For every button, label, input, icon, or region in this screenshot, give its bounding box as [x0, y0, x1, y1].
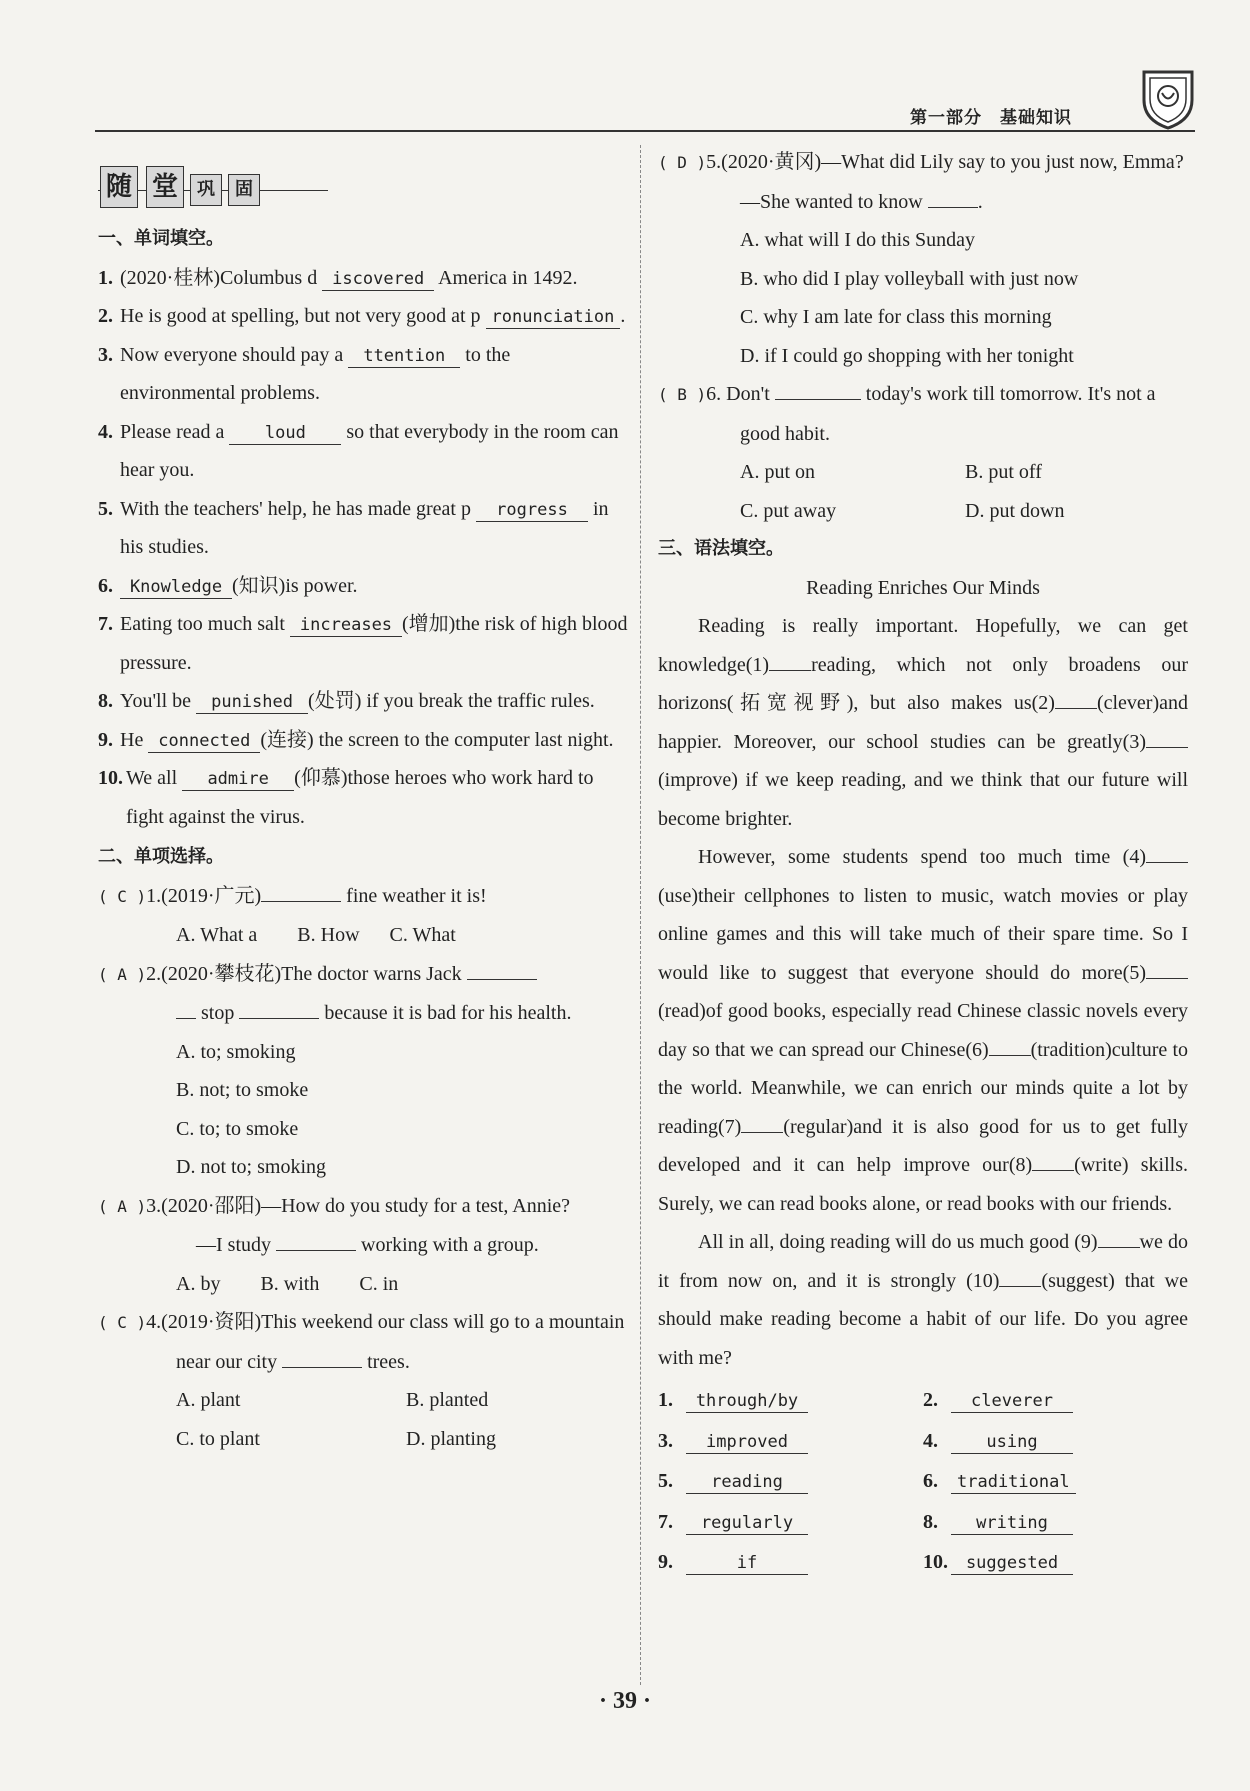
mc-option[interactable]: C. in — [359, 1272, 399, 1295]
passage-text: (tradition)culture to the world. Meanwhile, we can enrich our minds quite a lot by reading(7) — [658, 1038, 1188, 1138]
filled-answer[interactable]: through/by — [686, 1390, 808, 1413]
item-post: (处罚) if you break the traffic rules. — [308, 690, 595, 712]
item-post: so that everybody in the room can hear you. — [120, 420, 619, 481]
mc-options — [658, 453, 1188, 492]
passage-text: (improve) if we keep reading, and we think that our future will become brighter. — [658, 769, 1188, 830]
mc-stem: because it is bad for his health. — [324, 1002, 572, 1024]
banner-char-3: 巩 — [190, 174, 222, 206]
answer-blank[interactable] — [276, 1230, 356, 1251]
grammar-answer — [923, 1381, 1188, 1420]
passage-blank[interactable] — [1098, 1229, 1140, 1248]
item-text — [120, 336, 628, 413]
filled-answer[interactable]: regularly — [686, 1512, 808, 1535]
mc-stem-cont — [98, 994, 628, 1033]
mc-answer-6: ( B ) — [658, 385, 707, 404]
mc-stem: —I study — [196, 1234, 271, 1256]
mc-stem: 2.(2020·攀枝花)The doctor warns Jack — [146, 962, 462, 985]
grammar-answer — [658, 1543, 923, 1582]
item-post: (仰慕)those heroes who work hard to fight against the virus. — [126, 767, 594, 828]
mc-question-3 — [98, 1187, 628, 1304]
item-post: in his studies. — [120, 497, 609, 558]
page-header-title: 第一部分 基础知识 — [910, 108, 1072, 128]
item-number: 3. — [98, 343, 113, 366]
banner-char-4: 固 — [228, 174, 260, 206]
passage-blank[interactable] — [1146, 960, 1188, 979]
item-text — [120, 297, 625, 336]
mc-answer-5: ( D ) — [658, 153, 707, 172]
answer-number: 10. — [923, 1551, 948, 1573]
grammar-answer — [923, 1462, 1188, 1501]
answer-blank[interactable] — [282, 1347, 362, 1368]
passage-text: (use)their cellphones to listen to music, watch movies or play online games and this will take much of their spare time. So I would like to suggest that everyone should do more(5) — [658, 884, 1188, 984]
mc-answer-1: ( C ) — [98, 886, 147, 906]
item-post: . — [620, 305, 626, 327]
item-number: 6. — [98, 574, 113, 597]
item-pre: He is good at spelling, but not very good at p — [120, 305, 481, 327]
filled-answer[interactable]: if — [686, 1552, 808, 1575]
mc-answer-3: ( A ) — [98, 1196, 147, 1216]
mc-stem: 3.(2020·邵阳)—How do you study for a test, Annie? — [146, 1194, 570, 1217]
answer-number: 1. — [658, 1389, 673, 1411]
passage-text: (write) skills. Surely, we can read books alone, or read books with our friends. — [658, 1154, 1188, 1215]
item-text — [120, 605, 628, 682]
item-text — [120, 259, 578, 298]
mc-stem: stop — [201, 1002, 235, 1024]
filled-answer[interactable]: Knowledge — [120, 576, 232, 599]
mc-option[interactable]: B. with — [260, 1272, 320, 1295]
mc-stem: working with a group. — [356, 1234, 539, 1256]
mc-option[interactable]: B. How — [297, 924, 360, 946]
answer-number: 7. — [658, 1510, 673, 1533]
passage-paragraph-2 — [658, 838, 1188, 1223]
answer-blank[interactable] — [467, 959, 537, 980]
mc-answer-4: ( C ) — [98, 1313, 147, 1332]
passage-text: (clever)and happier. Moreover, our school studies can be greatly(3) — [658, 692, 1188, 753]
passage-text: (regular)and it is also good for us to get fully developed and it can help improve our(8) — [658, 1115, 1188, 1176]
left-column — [98, 160, 628, 1458]
mc-stem: . — [977, 190, 983, 213]
mc-stem: fine weather it is! — [341, 884, 487, 907]
passage-text: (suggest) that we should make reading become a habit of our life. Do you agree with me? — [658, 1269, 1188, 1369]
filled-answer[interactable]: rogress — [476, 499, 588, 522]
section3-title: 三、语法填空。 — [658, 538, 784, 559]
passage-blank[interactable] — [741, 1114, 783, 1133]
passage-blank[interactable] — [1032, 1152, 1074, 1171]
mc-stem: trees. — [362, 1350, 410, 1373]
right-column — [658, 143, 1188, 1582]
section1-title: 一、单词填空。 — [98, 228, 224, 249]
filled-answer[interactable]: using — [951, 1431, 1073, 1454]
mc-options — [98, 916, 628, 955]
word-fill-item — [98, 759, 628, 836]
grammar-answer — [923, 1543, 1188, 1582]
mc-option[interactable]: B. who did I play volleyball with just now — [740, 267, 1079, 290]
passage-blank[interactable] — [769, 652, 811, 671]
filled-answer[interactable]: reading — [686, 1471, 808, 1494]
filled-answer[interactable]: cleverer — [951, 1390, 1073, 1413]
item-post: to the environmental problems. — [120, 343, 511, 404]
item-post: (增加)the risk of high blood pressure. — [120, 613, 628, 674]
mc-option[interactable]: A. by — [176, 1272, 221, 1295]
word-fill-item — [98, 336, 628, 413]
grammar-answer — [658, 1503, 923, 1542]
mc-option[interactable]: A. what will I do this Sunday — [740, 229, 975, 251]
item-text — [126, 759, 628, 836]
word-fill-item — [98, 721, 628, 760]
word-fill-list — [98, 259, 628, 837]
mc-stem: 4.(2019·资阳)This weekend our class will go to a mountain near our city — [146, 1311, 625, 1373]
grammar-answer — [923, 1503, 1188, 1542]
header-rule — [95, 130, 1195, 132]
mc-option[interactable]: B. put off — [965, 461, 1042, 483]
banner-char-1: 随 — [100, 166, 138, 208]
mc-option[interactable]: B. not; to smoke — [176, 1079, 309, 1101]
mc-options — [98, 1420, 628, 1459]
item-post: (知识)is power. — [232, 574, 358, 597]
answer-number: 5. — [658, 1470, 673, 1492]
mc-option[interactable]: B. planted — [406, 1389, 489, 1411]
item-pre: You'll be — [120, 690, 192, 712]
banner-char-2: 堂 — [146, 166, 184, 208]
item-number: 10. — [98, 767, 123, 789]
item-number: 8. — [98, 690, 113, 712]
filled-answer[interactable]: iscovered — [322, 268, 434, 291]
answer-blank[interactable] — [775, 379, 861, 400]
mc-question-1 — [98, 877, 628, 955]
passage-title: Reading Enriches Our Minds — [806, 576, 1040, 599]
page-number: · 39 · — [598, 1688, 651, 1714]
mc-option[interactable]: D. planting — [406, 1427, 496, 1450]
item-number: 5. — [98, 497, 113, 520]
mc-stem: 1.(2019·广元) — [146, 884, 262, 907]
mc-option[interactable]: C. put away — [740, 499, 837, 522]
item-pre: Please read a — [120, 420, 225, 443]
item-pre: Now everyone should pay a — [120, 343, 344, 366]
mc-option[interactable]: A. put on — [740, 461, 815, 483]
passage-text: (read)of good books, especially read Chinese classic novels every day so that we can spread our Chinese(6) — [658, 1000, 1188, 1061]
filled-answer[interactable]: improved — [686, 1431, 808, 1454]
word-fill-item — [98, 682, 628, 721]
passage-text: reading, which not only broadens our horizons(拓宽视野), but also makes us(2) — [658, 653, 1188, 714]
column-divider — [640, 145, 641, 1685]
passage-paragraph-1 — [658, 607, 1188, 838]
mc-options — [98, 1381, 628, 1420]
mc-options — [98, 1265, 628, 1304]
mc-question-2 — [98, 955, 628, 1187]
item-text — [120, 413, 628, 490]
answer-blank[interactable] — [176, 998, 196, 1019]
grammar-answer — [658, 1422, 923, 1461]
passage-text: However, some students spend too much time (4) — [698, 846, 1146, 868]
passage-blank[interactable] — [1055, 690, 1097, 709]
mc-question-6 — [658, 375, 1188, 530]
mc-options — [658, 492, 1188, 531]
item-text — [120, 567, 358, 606]
answer-blank[interactable] — [261, 881, 341, 902]
filled-answer[interactable]: ronunciation — [486, 306, 621, 329]
item-pre: We all — [126, 767, 178, 789]
mc-option[interactable]: D. if I could go shopping with her tonight — [740, 344, 1074, 367]
item-pre: He — [120, 728, 144, 751]
passage-paragraph-3 — [658, 1223, 1188, 1377]
grammar-answer — [658, 1381, 923, 1420]
filled-answer[interactable]: connected — [148, 730, 260, 753]
filled-answer[interactable]: traditional — [951, 1471, 1076, 1494]
mc-stem: today's work till tomorrow. It's not a good habit. — [740, 383, 1156, 445]
answer-number: 6. — [923, 1470, 938, 1492]
filled-answer[interactable]: punished — [196, 691, 308, 714]
item-number: 9. — [98, 728, 113, 751]
answer-number: 4. — [923, 1429, 938, 1452]
filled-answer[interactable]: ttention — [348, 345, 460, 368]
answer-number: 3. — [658, 1429, 673, 1452]
mc-option[interactable]: A. to; smoking — [176, 1040, 296, 1063]
passage-blank[interactable] — [1146, 844, 1188, 863]
word-fill-item — [98, 567, 628, 606]
item-number: 4. — [98, 420, 113, 443]
mc-option[interactable]: C. to plant — [176, 1427, 260, 1450]
grammar-answer — [658, 1462, 923, 1501]
mc-stem: —She wanted to know — [740, 190, 923, 213]
mc-option[interactable]: C. What — [389, 924, 456, 946]
answer-number: 8. — [923, 1510, 938, 1533]
mc-option[interactable]: A. plant — [176, 1389, 241, 1411]
section2-title: 二、单项选择。 — [98, 846, 224, 867]
mc-option[interactable]: C. to; to smoke — [176, 1117, 299, 1140]
item-post: (连接) the screen to the computer last night. — [260, 728, 614, 751]
mc-stem: 6. Don't — [706, 383, 770, 405]
answer-blank[interactable] — [928, 187, 978, 208]
filled-answer[interactable]: loud — [229, 422, 341, 445]
word-fill-item — [98, 259, 628, 298]
mc-stem: 5.(2020·黄冈)—What did Lily say to you just now, Emma? — [706, 151, 1184, 173]
word-fill-item — [98, 605, 628, 682]
passage-text: All in all, doing reading will do us much good (9) — [698, 1231, 1098, 1253]
word-fill-item — [98, 490, 628, 567]
filled-answer[interactable]: admire — [182, 768, 294, 791]
grammar-answer — [923, 1422, 1188, 1461]
mc-question-4 — [98, 1303, 628, 1458]
item-text — [120, 682, 595, 721]
item-text — [120, 490, 628, 567]
item-number: 7. — [98, 613, 113, 635]
item-number: 2. — [98, 305, 113, 327]
passage-blank[interactable] — [999, 1268, 1041, 1287]
mc-question-5 — [658, 143, 1188, 375]
item-pre: Eating too much salt — [120, 613, 285, 635]
answer-number: 9. — [658, 1551, 673, 1573]
passage-text: Reading is really important. Hopefully, we can get knowledge(1) — [658, 615, 1188, 676]
mc-option[interactable]: C. why I am late for class this morning — [740, 306, 1052, 328]
shield-logo-icon — [1138, 66, 1198, 132]
item-pre: (2020·桂林)Columbus d — [120, 266, 318, 289]
mc-option[interactable]: D. not to; smoking — [176, 1156, 327, 1178]
filled-answer[interactable]: suggested — [951, 1552, 1073, 1575]
passage-text: we do it from now on, and it is strongly (10) — [658, 1231, 1188, 1292]
filled-answer[interactable]: writing — [951, 1512, 1073, 1535]
section-banner — [98, 160, 628, 216]
item-number: 1. — [98, 266, 113, 289]
mc-answer-2: ( A ) — [98, 964, 147, 984]
item-text — [120, 721, 614, 760]
passage-blank[interactable] — [989, 1037, 1031, 1056]
mc-option[interactable]: A. What a — [176, 924, 258, 946]
answer-blank[interactable] — [239, 998, 319, 1019]
grammar-answer-grid — [658, 1381, 1188, 1582]
answer-number: 2. — [923, 1389, 938, 1411]
item-pre: With the teachers' help, he has made great p — [120, 497, 471, 520]
passage-blank[interactable] — [1146, 729, 1188, 748]
filled-answer[interactable]: increases — [290, 614, 402, 637]
mc-option[interactable]: D. put down — [965, 499, 1065, 522]
word-fill-item — [98, 297, 628, 336]
item-post: America in 1492. — [434, 266, 578, 289]
word-fill-item — [98, 413, 628, 490]
